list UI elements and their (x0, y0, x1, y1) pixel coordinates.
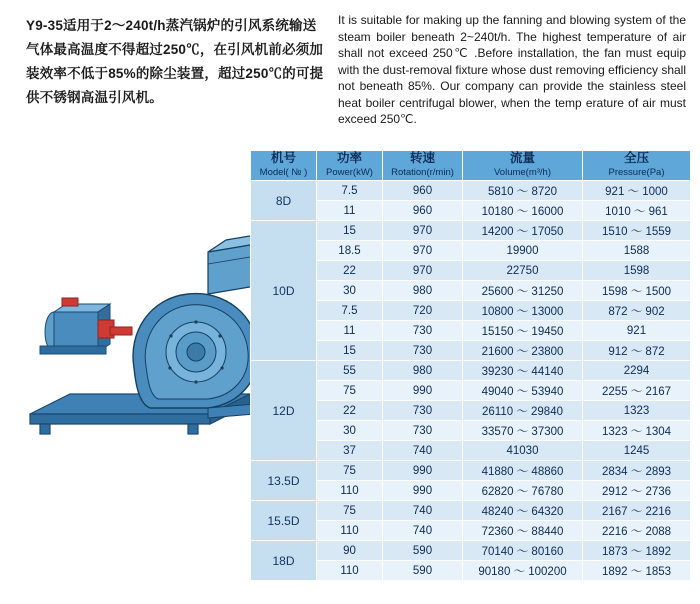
cell-pressure: 1598 ～ 1500 (583, 281, 691, 301)
cell-volume: 62820 ～ 76780 (463, 481, 583, 501)
cell-volume: 49040 ～ 53940 (463, 381, 583, 401)
cell-power: 7.5 (317, 181, 383, 201)
cell-rotation: 730 (383, 421, 463, 441)
cell-pressure: 921 ～ 1000 (583, 181, 691, 201)
cell-pressure: 1245 (583, 441, 691, 461)
cell-rotation: 720 (383, 301, 463, 321)
header-power: 功率 Power(kW) (317, 151, 383, 181)
cell-power: 11 (317, 201, 383, 221)
table-row (251, 441, 691, 461)
cell-pressure: 1010 ～ 961 (583, 201, 691, 221)
cell-power: 75 (317, 501, 383, 521)
table-row (251, 461, 691, 481)
cell-model: 8D (251, 181, 317, 221)
cell-rotation: 990 (383, 461, 463, 481)
cell-rotation: 730 (383, 401, 463, 421)
cell-volume: 19900 (463, 241, 583, 261)
cell-rotation: 740 (383, 501, 463, 521)
table-row (251, 321, 691, 341)
cell-rotation: 980 (383, 361, 463, 381)
cell-volume: 10180 ～ 16000 (463, 201, 583, 221)
table-row (251, 541, 691, 561)
cell-rotation: 980 (383, 281, 463, 301)
table-row (251, 361, 691, 381)
cell-volume: 41880 ～ 48860 (463, 461, 583, 481)
cell-pressure: 872 ～ 902 (583, 301, 691, 321)
cell-pressure: 2912 ～ 2736 (583, 481, 691, 501)
cell-rotation: 990 (383, 481, 463, 501)
table-row (251, 381, 691, 401)
table-row (251, 561, 691, 581)
cell-power: 75 (317, 461, 383, 481)
table-header-row (251, 151, 691, 181)
table-row (251, 181, 691, 201)
cell-power: 30 (317, 281, 383, 301)
intro-text-chinese: Y9-35适用于2～240t/h蒸汽锅炉的引风系统输送气体最高温度不得超过250℃，在引风机前必须加装效率不低于85%的除尘装置，超过250℃的可提供不锈钢高温引风机。 (26, 18, 324, 105)
cell-volume: 15150 ～ 19450 (463, 321, 583, 341)
cell-power: 11 (317, 321, 383, 341)
table-row (251, 241, 691, 261)
cell-volume: 21600 ～ 23800 (463, 341, 583, 361)
cell-power: 55 (317, 361, 383, 381)
cell-model: 12D (251, 361, 317, 461)
cell-rotation: 970 (383, 261, 463, 281)
table-body (251, 181, 691, 581)
cell-pressure: 921 (583, 321, 691, 341)
cell-pressure: 2834 ～ 2893 (583, 461, 691, 481)
cell-rotation: 590 (383, 541, 463, 561)
cell-power: 22 (317, 401, 383, 421)
cell-volume: 41030 (463, 441, 583, 461)
cell-pressure: 1323 ～ 1304 (583, 421, 691, 441)
cell-volume: 14200 ～ 17050 (463, 221, 583, 241)
cell-power: 7.5 (317, 301, 383, 321)
cell-pressure: 1873 ～ 1892 (583, 541, 691, 561)
cell-rotation: 740 (383, 441, 463, 461)
cell-volume: 90180 ～ 100200 (463, 561, 583, 581)
cell-power: 18.5 (317, 241, 383, 261)
table-row (251, 401, 691, 421)
table-row (251, 501, 691, 521)
cell-volume: 39230 ～ 44140 (463, 361, 583, 381)
cell-pressure: 2294 (583, 361, 691, 381)
table-row (251, 301, 691, 321)
cell-power: 15 (317, 341, 383, 361)
table-row (251, 341, 691, 361)
header-volume: 流量 Volume(m³/h) (463, 151, 583, 181)
cell-volume: 26110 ～ 29840 (463, 401, 583, 421)
cell-rotation: 730 (383, 341, 463, 361)
cell-model: 15.5D (251, 501, 317, 541)
header-model: 机号 Model( № ) (251, 151, 317, 181)
cell-rotation: 960 (383, 201, 463, 221)
cell-rotation: 970 (383, 221, 463, 241)
cell-pressure: 1598 (583, 261, 691, 281)
cell-rotation: 960 (383, 181, 463, 201)
cell-volume: 48240 ～ 64320 (463, 501, 583, 521)
cell-rotation: 970 (383, 241, 463, 261)
cell-volume: 5810 ～ 8720 (463, 181, 583, 201)
cell-pressure: 1892 ～ 1853 (583, 561, 691, 581)
cell-volume: 33570 ～ 37300 (463, 421, 583, 441)
cell-pressure: 1323 (583, 401, 691, 421)
cell-power: 110 (317, 481, 383, 501)
cell-model: 18D (251, 541, 317, 581)
table-row (251, 521, 691, 541)
header-pressure: 全压 Pressure(Pa) (583, 151, 691, 181)
cell-model: 13.5D (251, 461, 317, 501)
specification-table (250, 150, 690, 581)
cell-rotation: 990 (383, 381, 463, 401)
cell-pressure: 2167 ～ 2216 (583, 501, 691, 521)
cell-rotation: 740 (383, 521, 463, 541)
cell-volume: 70140 ～ 80160 (463, 541, 583, 561)
cell-power: 75 (317, 381, 383, 401)
cell-power: 15 (317, 221, 383, 241)
cell-power: 30 (317, 421, 383, 441)
table-row (251, 221, 691, 241)
cell-volume: 22750 (463, 261, 583, 281)
table-row (251, 281, 691, 301)
table-row (251, 261, 691, 281)
cell-volume: 25600 ～ 31250 (463, 281, 583, 301)
cell-rotation: 730 (383, 321, 463, 341)
cell-pressure: 2255 ～ 2167 (583, 381, 691, 401)
cell-volume: 10800 ～ 13000 (463, 301, 583, 321)
cell-pressure: 1510 ～ 1559 (583, 221, 691, 241)
table-row (251, 201, 691, 221)
cell-power: 22 (317, 261, 383, 281)
cell-power: 110 (317, 561, 383, 581)
cell-model: 10D (251, 221, 317, 361)
cell-rotation: 590 (383, 561, 463, 581)
cell-pressure: 912 ～ 872 (583, 341, 691, 361)
cell-volume: 72360 ～ 88440 (463, 521, 583, 541)
table-row (251, 421, 691, 441)
cell-power: 37 (317, 441, 383, 461)
intro-text-english: It is suitable for making up the fanning and blowing system of the steam boiler beneath 2~240t/h. The highest temperature of air shall not exceed 250℃ .Before installation, the fan must equip with the dust-removal fixture whose dust removing efficiency shall not beneath 85%. Our company can provide the stainless steel heat boiler centrifugal blower, when the temp erature of air must exceed 250℃. (338, 13, 686, 126)
header-rotation: 转速 Rotation(r/min) (383, 151, 463, 181)
cell-pressure: 2216 ～ 2088 (583, 521, 691, 541)
cell-power: 110 (317, 521, 383, 541)
cell-pressure: 1588 (583, 241, 691, 261)
table-row (251, 481, 691, 501)
cell-power: 90 (317, 541, 383, 561)
